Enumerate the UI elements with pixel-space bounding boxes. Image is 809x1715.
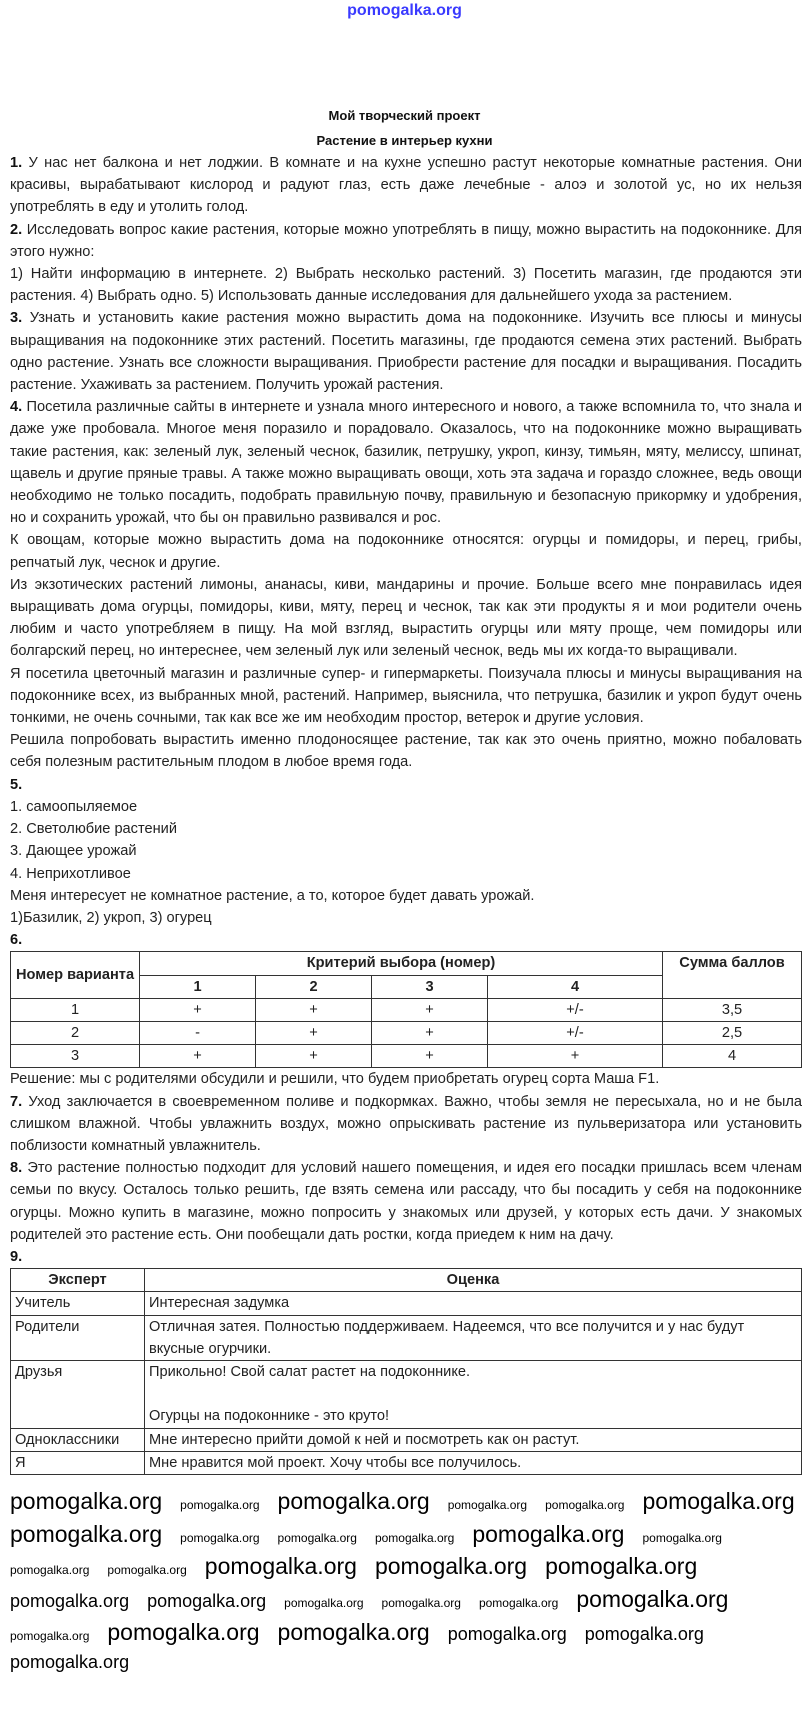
rating-cell: Мне интересно прийти домой к ней и посмотреть как он растут. — [145, 1428, 802, 1451]
section-number: 9. — [10, 1248, 23, 1265]
watermark: pomogalka.org — [447, 1623, 567, 1644]
paragraph — [10, 885, 802, 907]
table-cell: + — [372, 1021, 488, 1044]
header-criteria: Критерий выбора (номер) — [140, 952, 663, 975]
sections-part-2 — [10, 1068, 802, 1268]
paragraph — [10, 774, 802, 796]
watermark: pomogalka.org — [284, 1596, 364, 1611]
table-row — [11, 1451, 802, 1474]
table-cell: 1 — [11, 998, 140, 1021]
watermark: pomogalka.org — [180, 1530, 260, 1545]
watermark: pomogalka.org — [10, 1651, 130, 1672]
watermark: pomogalka.org — [447, 1497, 528, 1512]
table-cell: - — [140, 1021, 256, 1044]
paragraph — [10, 1068, 802, 1090]
watermark: pomogalka.org — [545, 1553, 698, 1580]
table-cell: +/- — [488, 998, 663, 1021]
watermark: pomogalka.org — [10, 1563, 90, 1578]
watermark: pomogalka.org — [374, 1553, 528, 1580]
watermark: pomogalka.org — [584, 1623, 704, 1644]
watermark: pomogalka.org — [642, 1530, 722, 1545]
watermark: pomogalka.org — [180, 1497, 260, 1512]
paragraph-text: 1) Найти информацию в интернете. 2) Выбрать несколько растений. 3) Посетить магазин, где продаются эти растения. 4) Выбрать одно. 5) Использовать данные исследования для дальнейшего ухода за растением. — [10, 266, 802, 305]
table-cell: + — [372, 1045, 488, 1068]
table-row — [11, 1292, 802, 1315]
table-row — [11, 998, 802, 1021]
section-number: 4. — [10, 399, 23, 416]
watermark: pomogalka.org — [204, 1553, 357, 1580]
table-cell: 2 — [11, 1021, 140, 1044]
watermark-strip — [10, 1487, 802, 1693]
expert-cell: Одноклассники — [11, 1428, 145, 1451]
criteria-table — [10, 951, 802, 1068]
table-cell: + — [140, 998, 256, 1021]
rating-cell: Прикольно! Свой салат растет на подоконнике. Огурцы на подоконнике - это круто! — [145, 1360, 802, 1428]
paragraph-text: Я посетила цветочный магазин и различные супер- и гипермаркеты. Поизучала плюсы и минусы выращивания на подоконнике всех, из выбранных мной, растений. Например, выяснила, что петрушка, базилик и укроп будут очень тонкими, не очень сочными, так как все же им необходим простор, ветерок и другие условия. — [10, 665, 802, 727]
paragraph — [10, 863, 802, 885]
document-subtitle: Растение в интерьер кухни — [316, 133, 493, 148]
criteria-num: 4 — [488, 975, 663, 998]
paragraph-text: Уход заключается в своевременном поливе и подкормках. Важно, чтобы земля не пересыхала, но и не была слишком влажной. Чтобы увлажнить воздух, можно опрыскивать растение из пульверизатора или установить поблизости комнатный увлажнитель. — [10, 1093, 802, 1154]
paragraph-text: К овощам, которые можно вырастить дома на подоконнике относятся: огурцы и помидоры, и перец, грибы, репчатый лук, чеснок и другие. — [10, 532, 802, 571]
expert-cell: Родители — [11, 1315, 145, 1360]
watermark: pomogalka.org — [472, 1520, 625, 1547]
table-cell: + — [488, 1045, 663, 1068]
table-cell: 3 — [11, 1045, 140, 1068]
watermark: pomogalka.org — [107, 1618, 260, 1645]
expert-cell: Я — [11, 1451, 145, 1474]
header-expert: Эксперт — [11, 1269, 145, 1292]
paragraph — [10, 840, 802, 862]
section-number: 7. — [10, 1093, 23, 1110]
paragraph-text: Исследовать вопрос какие растения, которые можно употреблять в пищу, можно вырастить на подоконнике. Для этого нужно: — [10, 221, 802, 260]
header-sum: Сумма баллов — [663, 952, 802, 998]
paragraph-text: У нас нет балкона и нет лоджии. В комнате и на кухне успешно растут некоторые комнатные растения. Они красивы, вырабатывают кислород и радуют глаз, есть даже лечебные - алоэ и золотой ус, но их нельзя употреблять в еду и утолить голод. — [10, 155, 802, 216]
watermark: pomogalka.org — [277, 1530, 357, 1545]
paragraph — [10, 219, 802, 263]
watermark: pomogalka.org — [478, 1596, 559, 1611]
document-body — [10, 0, 802, 1693]
criteria-num: 3 — [372, 975, 488, 998]
paragraph — [10, 1091, 802, 1158]
table-cell: + — [256, 1045, 372, 1068]
expert-cell: Друзья — [11, 1360, 145, 1428]
paragraph — [10, 263, 802, 307]
watermark: pomogalka.org — [277, 1487, 430, 1514]
table-cell: + — [256, 1021, 372, 1044]
paragraph — [10, 729, 802, 773]
table-cell: +/- — [488, 1021, 663, 1044]
paragraph — [10, 152, 802, 219]
paragraph-text: 2. Светолюбие растений — [10, 821, 177, 838]
paragraph — [10, 1246, 802, 1268]
table-cell: 2,5 — [663, 1021, 802, 1044]
table-row — [11, 1045, 802, 1068]
criteria-num: 2 — [256, 975, 372, 998]
paragraph — [10, 818, 802, 840]
paragraph-text: Из экзотических растений лимоны, ананасы, киви, мандарины и прочие. Больше всего мне понравилась идея выращивать дома огурцы, помидоры, киви, мяту, перец и чеснок, так как эти продукты я и мои родители очень любим и часто употребляем в пищу. На мой взгляд, вырастить огурцы или мяту проще, чем помидоры или болгарский перец, но интереснее, чем зеленый лук или зеленый чеснок, ведь мы их когда-то выращивали. — [10, 576, 802, 660]
table-cell: + — [140, 1045, 256, 1068]
paragraph — [10, 574, 802, 663]
watermark: pomogalka.org — [545, 1497, 625, 1512]
paragraph — [10, 929, 802, 951]
sections-part-1 — [10, 152, 802, 951]
section-number: 5. — [10, 776, 23, 793]
expert-cell: Учитель — [11, 1292, 145, 1315]
paragraph-text: 4. Неприхотливое — [10, 865, 131, 882]
criteria-num: 1 — [140, 975, 256, 998]
section-number: 6. — [10, 932, 23, 949]
section-number: 3. — [10, 310, 23, 327]
table-row — [11, 1428, 802, 1451]
paragraph — [10, 907, 802, 929]
table-cell: + — [372, 998, 488, 1021]
watermark: pomogalka.org — [277, 1618, 430, 1645]
paragraph-text: Решила попробовать вырастить именно плодоносящее растение, так как это очень приятно, можно побаловать себя полезным растительным плодом в любое время года. — [10, 732, 802, 771]
paragraph-text: Решение: мы с родителями обсудили и решили, что будем приобретать огурец сорта Маша F1. — [10, 1071, 660, 1088]
table-row — [11, 1021, 802, 1044]
section-number: 1. — [10, 155, 23, 171]
paragraph — [10, 796, 802, 818]
rating-cell: Мне нравится мой проект. Хочу чтобы все получилось. — [145, 1451, 802, 1474]
paragraph — [10, 1157, 802, 1246]
section-number: 2. — [10, 221, 23, 238]
paragraph-text: Посетила различные сайты в интернете и узнала много интересного и нового, а также вспомнила то, что знала и даже уже пробовала. Многое меня поразило и порадовало. Оказалось, что на подоконнике можно выращивать такие растения, как: зеленый лук, зеленый чеснок, базилик, петрушку, укроп, кинзу, тимьян, мяту, мелиссу, шпинат, щавель и другие пряные травы. А также можно выращивать овощи, хоть эта задача и гораздо сложнее, ведь овощи необходимо не только посадить, подобрать правильную почву, правильную и безопасную прикормку и удобрения, но и сохранить урожай, что бы он правильно развивался и рос. — [10, 399, 802, 527]
header-variant: Номер варианта — [11, 952, 140, 998]
table-row — [11, 1315, 802, 1360]
paragraph-text: Это растение полностью подходит для условий нашего помещения, и идея его посадки пришлась всем членам семьи по вкусу. Осталось только решить, где взять семена или рассаду, что бы посадить у себя на подоконнике огурцы. Можно купить в магазине, можно попросить у знакомых или друзей, у которых есть дачи. У знакомых родителей это растение есть. Они пообещали дать ростки, когда приедем к ним на дачу. — [10, 1160, 802, 1243]
watermark: pomogalka.org — [10, 1591, 130, 1612]
paragraph-text: 1)Базилик, 2) укроп, 3) огурец — [10, 909, 212, 926]
watermark: pomogalka.org — [381, 1596, 461, 1611]
table-row — [11, 1360, 802, 1428]
paragraph-text: Узнать и установить какие растения можно вырастить дома на подоконнике. Изучить все плюсы и минусы выращивания на подоконнике этих растений. Посетить магазины, где продаются семена этих растений. Выбрать одно растение. Узнать все сложности выращивания. Приобрести растение для посадки и выращивания. Посадить растение. Ухаживать за растением. Получить урожай растения. — [10, 310, 802, 394]
paragraph — [10, 396, 802, 529]
rating-cell: Интересная задумка — [145, 1292, 802, 1315]
paragraph-text: Меня интересует не комнатное растение, а то, которое будет давать урожай. — [10, 887, 535, 904]
header-rating: Оценка — [145, 1269, 802, 1292]
watermark: pomogalka.org — [10, 1487, 163, 1514]
watermark: pomogalka.org — [576, 1586, 729, 1613]
paragraph — [10, 663, 802, 730]
table-cell: 3,5 — [663, 998, 802, 1021]
paragraph — [10, 529, 802, 573]
paragraph — [10, 307, 802, 396]
section-number: 8. — [10, 1160, 23, 1177]
watermark: pomogalka.org — [107, 1563, 187, 1578]
rating-cell: Отличная затея. Полностью поддерживаем. Надеемся, что все получится и у нас будут вкусные огурчики. — [145, 1315, 802, 1360]
watermark: pomogalka.org — [374, 1530, 455, 1545]
table-cell: 4 — [663, 1045, 802, 1068]
paragraph-text: 3. Дающее урожай — [10, 843, 137, 860]
watermark: pomogalka.org — [10, 1628, 90, 1643]
watermark: pomogalka.org — [147, 1591, 267, 1612]
table-cell: + — [256, 998, 372, 1021]
watermark: pomogalka.org — [10, 1520, 163, 1547]
expert-table — [10, 1268, 802, 1475]
top-watermark: pomogalka.org — [347, 2, 462, 19]
paragraph-text: 1. самоопыляемое — [10, 798, 138, 815]
document-title: Мой творческий проект — [328, 108, 481, 123]
watermark: pomogalka.org — [642, 1487, 795, 1514]
